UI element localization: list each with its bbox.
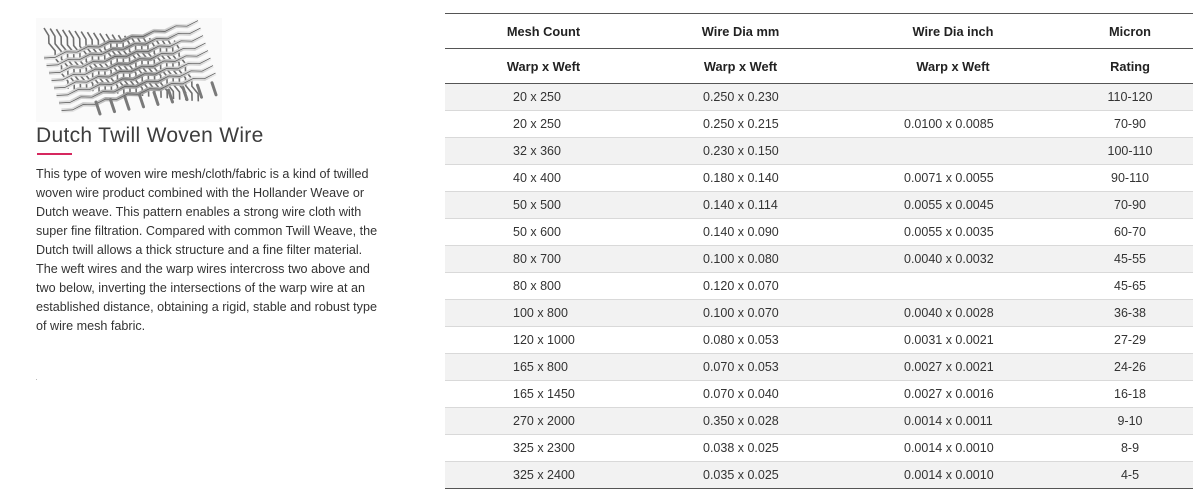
- cell-micron-rating: 27-29: [1067, 327, 1193, 354]
- cell-mesh-count-text: 165 x 1450: [513, 387, 575, 401]
- column-subheader-wire-dia-mm: Warp x Weft: [642, 49, 839, 84]
- cell-wire-dia-inch: [839, 462, 1067, 489]
- column-header-wire-dia-mm: Wire Dia mm: [642, 14, 839, 49]
- cell-micron-rating: 60-70: [1067, 219, 1193, 246]
- cell-wire-dia-mm: [642, 192, 839, 219]
- cell-wire-dia-inch: [839, 273, 1067, 300]
- cell-mesh-count-text: 32 x 360: [513, 144, 561, 158]
- column-subheader-micron: Rating: [1067, 49, 1193, 84]
- cell-wire-dia-mm: [642, 219, 839, 246]
- cell-wire-dia-inch-text: 0.0040 x 0.0028: [904, 306, 994, 320]
- cell-wire-dia-mm-text: 0.120 x 0.070: [703, 279, 779, 293]
- cell-wire-dia-mm: [642, 273, 839, 300]
- cell-wire-dia-mm-text: 0.035 x 0.025: [703, 468, 779, 482]
- cell-wire-dia-mm: [642, 111, 839, 138]
- cell-mesh-count-text: 40 x 400: [513, 171, 561, 185]
- cell-mesh-count: [445, 246, 642, 273]
- cell-mesh-count: [445, 111, 642, 138]
- cell-micron-rating: 16-18: [1067, 381, 1193, 408]
- cell-micron-rating: 36-38: [1067, 300, 1193, 327]
- cell-wire-dia-inch-text: 0.0055 x 0.0045: [904, 198, 994, 212]
- cell-mesh-count-text: 325 x 2400: [513, 468, 575, 482]
- cell-wire-dia-inch: [839, 165, 1067, 192]
- column-header-micron: Micron: [1067, 14, 1193, 49]
- table-row: [445, 246, 1193, 273]
- subheader-row: [445, 49, 1193, 84]
- cell-wire-dia-inch: [839, 84, 1067, 111]
- cell-wire-dia-mm-text: 0.070 x 0.053: [703, 360, 779, 374]
- cell-wire-dia-mm: [642, 381, 839, 408]
- cell-wire-dia-mm-text: 0.080 x 0.053: [703, 333, 779, 347]
- cell-mesh-count: [445, 192, 642, 219]
- cell-mesh-count: [445, 408, 642, 435]
- table-row: [445, 327, 1193, 354]
- table-row: [445, 192, 1193, 219]
- table-row: [445, 408, 1193, 435]
- cell-wire-dia-inch: [839, 219, 1067, 246]
- cell-mesh-count-text: 120 x 1000: [513, 333, 575, 347]
- cell-wire-dia-mm-text: 0.250 x 0.230: [703, 90, 779, 104]
- specification-table: [445, 13, 1193, 489]
- cell-wire-dia-mm: [642, 165, 839, 192]
- product-description: This type of woven wire mesh/cloth/fabric is a kind of twilled woven wire product combined with the Hollander Weave or Dutch weave. This pattern enables a strong wire cloth with super fine filtration. Compared with common Twill Weave, the Dutch twill allows a thick structure and a fine filter material. The weft wires and the warp wires intercross two above and two below, inverting the intersections of the warp wire at an established distance, obtaining a rigid, stable and robust type of wire mesh fabric.: [36, 167, 378, 333]
- table-body: [445, 84, 1193, 489]
- cell-wire-dia-inch: [839, 300, 1067, 327]
- cell-wire-dia-mm-text: 0.100 x 0.080: [703, 252, 779, 266]
- cell-wire-dia-mm: [642, 84, 839, 111]
- table-row: [445, 165, 1193, 192]
- decorative-dot: [36, 379, 37, 380]
- title-underline: [37, 153, 72, 155]
- cell-micron-rating: 9-10: [1067, 408, 1193, 435]
- column-subheader-mesh-count: Warp x Weft: [445, 49, 642, 84]
- cell-wire-dia-inch-text: 0.0027 x 0.0016: [904, 387, 994, 401]
- cell-mesh-count: [445, 327, 642, 354]
- column-header-mesh-count: Mesh Count: [445, 14, 642, 49]
- table-row: [445, 300, 1193, 327]
- cell-micron-rating: 8-9: [1067, 435, 1193, 462]
- cell-mesh-count-text: 80 x 800: [513, 279, 561, 293]
- cell-mesh-count: [445, 273, 642, 300]
- woven-wire-mesh-illustration: [36, 18, 222, 122]
- cell-wire-dia-inch-text: 0.0071 x 0.0055: [904, 171, 994, 185]
- cell-micron-rating: 24-26: [1067, 354, 1193, 381]
- cell-micron-rating: 110-120: [1067, 84, 1193, 111]
- cell-micron-rating: 70-90: [1067, 111, 1193, 138]
- cell-wire-dia-mm-text: 0.230 x 0.150: [703, 144, 779, 158]
- cell-mesh-count: [445, 435, 642, 462]
- cell-mesh-count: [445, 219, 642, 246]
- cell-mesh-count: [445, 381, 642, 408]
- cell-wire-dia-mm-text: 0.140 x 0.090: [703, 225, 779, 239]
- cell-micron-rating: 4-5: [1067, 462, 1193, 489]
- cell-wire-dia-inch-text: 0.0014 x 0.0010: [904, 441, 994, 455]
- cell-wire-dia-inch-text: 0.0055 x 0.0035: [904, 225, 994, 239]
- cell-wire-dia-mm: [642, 246, 839, 273]
- table-row: [445, 462, 1193, 489]
- table-row: [445, 138, 1193, 165]
- cell-mesh-count-text: 50 x 600: [513, 225, 561, 239]
- cell-mesh-count-text: 50 x 500: [513, 198, 561, 212]
- cell-wire-dia-mm-text: 0.180 x 0.140: [703, 171, 779, 185]
- table-row: [445, 435, 1193, 462]
- cell-wire-dia-mm-text: 0.070 x 0.040: [703, 387, 779, 401]
- cell-micron-rating: 100-110: [1067, 138, 1193, 165]
- cell-mesh-count-text: 165 x 800: [513, 360, 568, 374]
- cell-wire-dia-inch-text: 0.0040 x 0.0032: [904, 252, 994, 266]
- cell-mesh-count-text: 20 x 250: [513, 117, 561, 131]
- table-row: [445, 111, 1193, 138]
- cell-mesh-count-text: 100 x 800: [513, 306, 568, 320]
- table-row: [445, 84, 1193, 111]
- cell-mesh-count: [445, 462, 642, 489]
- cell-wire-dia-mm-text: 0.350 x 0.028: [703, 414, 779, 428]
- cell-wire-dia-mm: [642, 462, 839, 489]
- cell-wire-dia-mm-text: 0.140 x 0.114: [703, 198, 778, 212]
- cell-wire-dia-mm: [642, 354, 839, 381]
- cell-wire-dia-inch: [839, 111, 1067, 138]
- cell-wire-dia-inch: [839, 354, 1067, 381]
- cell-wire-dia-mm-text: 0.100 x 0.070: [703, 306, 779, 320]
- table-row: [445, 219, 1193, 246]
- cell-wire-dia-mm: [642, 300, 839, 327]
- cell-wire-dia-mm: [642, 327, 839, 354]
- cell-wire-dia-mm-text: 0.038 x 0.025: [703, 441, 779, 455]
- cell-wire-dia-inch: [839, 192, 1067, 219]
- cell-wire-dia-mm: [642, 138, 839, 165]
- cell-mesh-count: [445, 84, 642, 111]
- cell-wire-dia-inch-text: 0.0027 x 0.0021: [904, 360, 994, 374]
- cell-wire-dia-inch-text: 0.0014 x 0.0011: [904, 414, 993, 428]
- cell-wire-dia-mm: [642, 408, 839, 435]
- header-row: [445, 14, 1193, 49]
- cell-micron-rating: 90-110: [1067, 165, 1193, 192]
- cell-wire-dia-inch-text: 0.0031 x 0.0021: [904, 333, 994, 347]
- cell-wire-dia-mm-text: 0.250 x 0.215: [703, 117, 779, 131]
- cell-mesh-count-text: 20 x 250: [513, 90, 561, 104]
- cell-mesh-count-text: 270 x 2000: [513, 414, 575, 428]
- cell-wire-dia-inch: [839, 246, 1067, 273]
- cell-mesh-count: [445, 138, 642, 165]
- table-row: [445, 381, 1193, 408]
- cell-wire-dia-inch-text: 0.0100 x 0.0085: [904, 117, 994, 131]
- cell-mesh-count: [445, 354, 642, 381]
- product-title: Dutch Twill Woven Wire: [36, 124, 264, 147]
- cell-wire-dia-inch: [839, 138, 1067, 165]
- cell-mesh-count: [445, 165, 642, 192]
- cell-wire-dia-inch-text: 0.0014 x 0.0010: [904, 468, 994, 482]
- cell-wire-dia-inch: [839, 381, 1067, 408]
- cell-mesh-count-text: 325 x 2300: [513, 441, 575, 455]
- table-row: [445, 354, 1193, 381]
- cell-micron-rating: 45-65: [1067, 273, 1193, 300]
- cell-wire-dia-mm: [642, 435, 839, 462]
- cell-wire-dia-inch: [839, 408, 1067, 435]
- cell-wire-dia-inch: [839, 435, 1067, 462]
- cell-mesh-count: [445, 300, 642, 327]
- column-subheader-wire-dia-inch: Warp x Weft: [839, 49, 1067, 84]
- table-row: [445, 273, 1193, 300]
- cell-micron-rating: 45-55: [1067, 246, 1193, 273]
- cell-wire-dia-inch: [839, 327, 1067, 354]
- cell-micron-rating: 70-90: [1067, 192, 1193, 219]
- column-header-wire-dia-inch: Wire Dia inch: [839, 14, 1067, 49]
- cell-mesh-count-text: 80 x 700: [513, 252, 561, 266]
